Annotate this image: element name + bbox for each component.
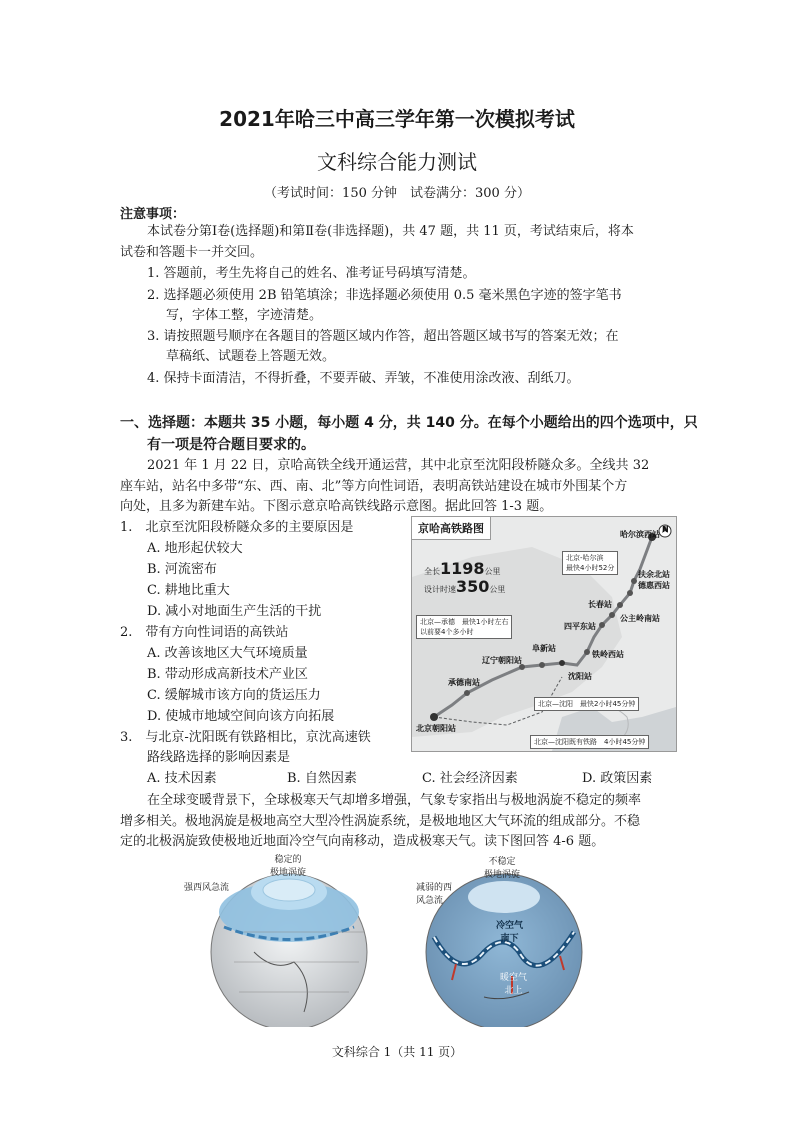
box-beijing-harbin: 北京-哈尔滨 最快4小时52分: [562, 551, 618, 575]
question-3-line1: 3. 与北京-沈阳既有铁路相比，京沈高速铁: [120, 730, 371, 745]
notice-intro-line1: 本试卷分第Ⅰ卷(选择题)和第Ⅱ卷(非选择题)，共 47 题，共 11 页，考试结束后，将本: [147, 224, 634, 239]
station-beijing-chaoyang: 北京朝阳站: [416, 724, 456, 733]
notice-intro-line2: 试卷和答题卡一并交回。: [120, 245, 264, 260]
warm-air-label: 暖空气 北上: [500, 973, 528, 996]
polar-vortex-figure: [184, 852, 604, 1027]
notice-item-4: 4. 保持卡面清洁，不得折叠，不要弄破、弄皱，不准使用涂改液、刮纸刀。: [147, 371, 580, 386]
station-gongzhuling-south: 公主岭南站: [620, 614, 660, 623]
box-beijing-shenyang-old: 北京—沈阳既有铁路 4小时45分钟: [530, 735, 649, 749]
polar-vortex-graphic: [184, 852, 604, 1027]
q2-option-a: A. 改善该地区大气环境质量: [147, 646, 308, 661]
length-unit: 公里: [484, 567, 501, 576]
q3-option-d: D. 政策因素: [582, 771, 653, 786]
map-speed-stat: [424, 577, 505, 596]
station-chengde-south: 承德南站: [448, 678, 480, 687]
passage1-line1: 2021 年 1 月 22 日，京哈高铁全线开通运营，其中北京至沈阳段桥隧众多。全线共 32: [147, 458, 650, 473]
north-label: N: [662, 525, 669, 534]
length-value: 1198: [440, 559, 485, 578]
station-tieling-west: 铁岭西站: [592, 650, 624, 659]
railway-map: [411, 516, 677, 752]
q1-option-a: A. 地形起伏较大: [147, 541, 243, 556]
exam-subtitle: 文科综合能力测试: [317, 150, 477, 174]
exam-info: （考试时间：150 分钟 试卷满分：300 分）: [264, 186, 530, 201]
q1-option-c: C. 耕地比重大: [147, 583, 230, 598]
cold-air-label: 冷空气 南下: [496, 921, 524, 944]
exam-title: 2021年哈三中高三学年第一次模拟考试: [219, 107, 575, 131]
passage2-line3: 定的北极涡旋致使极地近地面冷空气向南移动，造成极寒天气。读下图回答 4-6 题。: [120, 834, 605, 849]
notice-heading: 注意事项：: [120, 207, 186, 222]
stable-vortex-label: 稳定的 极地涡旋: [270, 855, 307, 878]
station-liaoning-chaoyang: 辽宁朝阳站: [482, 656, 522, 665]
speed-unit: 公里: [489, 585, 506, 594]
length-prefix: 全长: [424, 567, 440, 576]
station-harbin-west: 哈尔滨西站: [620, 530, 660, 539]
map-length-stat: [424, 559, 501, 578]
box-beijing-chengde: 北京—承德 最快1小时左右 以前要4个多小时: [416, 615, 512, 639]
q2-option-c: C. 缓解城市该方向的货运压力: [147, 688, 321, 703]
station-dehui-west: 德惠西站: [638, 581, 670, 590]
question-1: 1. 北京至沈阳段桥隧众多的主要原因是: [120, 520, 354, 535]
q3-option-b: B. 自然因素: [287, 771, 357, 786]
speed-value: 350: [456, 577, 490, 596]
weak-jet-label: 减弱的西 风急流: [416, 883, 453, 906]
notice-item-2-line1: 2. 选择题必须使用 2B 铅笔填涂；非选择题必须使用 0.5 毫米黑色字迹的签字笔书: [147, 288, 622, 303]
section-heading-line2: 有一项是符合题目要求的。: [147, 437, 315, 453]
passage2-line2: 增多相关。极地涡旋是极地高空大型冷性涡旋系统，是极地地区大气环流的组成部分。不稳: [120, 814, 641, 829]
section-heading-line1: 一、选择题：本题共 35 小题，每小题 4 分，共 140 分。在每个小题给出的四个选项中，只: [120, 415, 698, 431]
station-fuxin: 阜新站: [532, 644, 556, 653]
strong-jet-label: 强西风急流: [184, 883, 230, 893]
q1-option-d: D. 减小对地面生产生活的干扰: [147, 604, 322, 619]
q2-option-d: D. 使城市地域空间向该方向拓展: [147, 709, 335, 724]
q3-option-a: A. 技术因素: [147, 771, 217, 786]
question-3-line2: 路线路选择的影响因素是: [147, 750, 291, 765]
station-changchun: 长春站: [588, 600, 612, 609]
passage1-line3: 向处，且多为新建车站。下图示意京哈高铁线路示意图。据此回答 1-3 题。: [120, 499, 553, 514]
notice-item-2-line2: 写，字体工整，字迹清楚。: [166, 308, 323, 323]
q3-option-c: C. 社会经济因素: [422, 771, 518, 786]
station-fuyu-north: 扶余北站: [638, 570, 670, 579]
passage1-line2: 座车站，站名中多带“东、西、南、北”等方向性词语，表明高铁站建设在城市外围某个方: [120, 479, 628, 494]
question-2: 2. 带有方向性词语的高铁站: [120, 625, 289, 640]
notice-item-3-line1: 3. 请按照题号顺序在各题目的答题区域内作答，超出答题区域书写的答案无效；在: [147, 329, 619, 344]
page-footer: 文科综合 1（共 11 页）: [331, 1045, 463, 1059]
station-siping-east: 四平东站: [564, 622, 596, 631]
unstable-vortex-label: 不稳定 极地涡旋: [484, 857, 521, 880]
q1-option-b: B. 河流密布: [147, 562, 217, 577]
notice-item-1: 1. 答题前，考生先将自己的姓名、准考证号码填写清楚。: [147, 266, 476, 281]
left-globe: [211, 874, 367, 1027]
notice-item-3-line2: 草稿纸、试题卷上答题无效。: [166, 349, 336, 364]
station-shenyang: 沈阳站: [568, 672, 592, 681]
map-title: 京哈高铁路图: [412, 517, 491, 540]
q2-option-b: B. 带动形成高新技术产业区: [147, 667, 308, 682]
box-beijing-shenyang-new: 北京—沈阳 最快2小时45分钟: [534, 697, 639, 711]
speed-prefix: 设计时速: [424, 585, 456, 594]
passage2-line1: 在全球变暖背景下，全球极寒天气却增多增强，气象专家指出与极地涡旋不稳定的频率: [147, 793, 642, 808]
